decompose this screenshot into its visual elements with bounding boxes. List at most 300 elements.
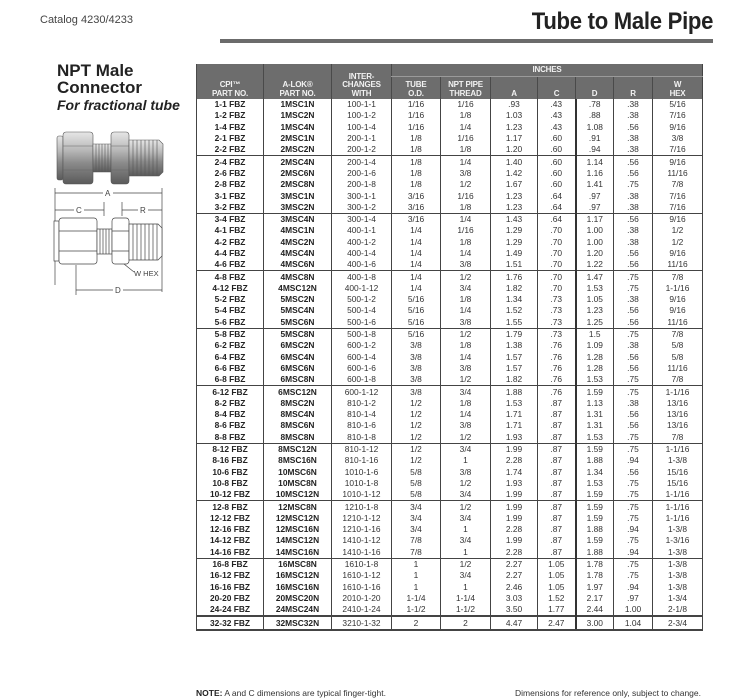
cell-inter: 1410-1-12: [332, 535, 392, 546]
cell-inter: 100-1-4: [332, 122, 392, 133]
cell-w: 7/16: [653, 202, 703, 214]
cell-c: .70: [538, 237, 576, 248]
cell-cpi: 12-16 FBZ: [197, 524, 264, 535]
cell-cpi: 1-4 FBZ: [197, 122, 264, 133]
cell-inter: 400-1-4: [332, 248, 392, 259]
cell-alok: 4MSC6N: [264, 259, 332, 271]
cell-r: .56: [614, 259, 653, 271]
cell-a: 3.03: [491, 593, 538, 604]
cell-npt: 1: [441, 547, 491, 559]
cell-npt: 3/8: [441, 317, 491, 329]
cell-cpi: 1-1 FBZ: [197, 99, 264, 110]
cell-d: 1.78: [576, 558, 614, 570]
cell-inter: 1010-1-12: [332, 489, 392, 501]
cell-inter: 1210-1-8: [332, 501, 392, 513]
cell-d: 1.78: [576, 570, 614, 581]
column-header-text: PART NO.: [279, 88, 316, 98]
cell-r: .75: [614, 478, 653, 489]
cell-npt: 1/8: [441, 110, 491, 121]
cell-a: 1.99: [491, 489, 538, 501]
cell-inter: 400-1-1: [332, 225, 392, 236]
cell-npt: 1/8: [441, 294, 491, 305]
cell-cpi: 10-8 FBZ: [197, 478, 264, 489]
column-header-alok: [264, 64, 332, 99]
column-header-a: [491, 77, 538, 100]
cell-inter: 500-1-2: [332, 294, 392, 305]
column-header-cpi: [197, 64, 264, 99]
product-title-line2: Connector: [57, 78, 142, 97]
cell-alok: 14MSC16N: [264, 547, 332, 559]
cell-w: 1-3/4: [653, 593, 703, 604]
cell-r: .38: [614, 110, 653, 121]
cell-tube: 3/8: [392, 374, 441, 386]
cell-r: .97: [614, 593, 653, 604]
cell-alok: 3MSC2N: [264, 202, 332, 214]
cell-tube: 1/16: [392, 99, 441, 110]
cell-d: 1.5: [576, 328, 614, 340]
column-header-text: PART NO.: [211, 88, 249, 98]
cell-w: 7/16: [653, 144, 703, 156]
cell-cpi: 8-6 FBZ: [197, 420, 264, 431]
cell-w: 5/8: [653, 352, 703, 363]
cell-tube: 3/8: [392, 340, 441, 351]
table-row: [197, 352, 703, 363]
cell-cpi: 12-8 FBZ: [197, 501, 264, 513]
column-header-w: [653, 77, 703, 100]
cell-tube: 1/2: [392, 455, 441, 466]
cell-c: .60: [538, 133, 576, 144]
cell-tube: 3/8: [392, 363, 441, 374]
cell-r: .75: [614, 489, 653, 501]
cell-inter: 300-1-4: [332, 213, 392, 225]
cell-a: 2.28: [491, 524, 538, 535]
cell-cpi: 20-20 FBZ: [197, 593, 264, 604]
cell-d: 1.28: [576, 363, 614, 374]
cell-cpi: 2-4 FBZ: [197, 156, 264, 168]
cell-tube: 1/8: [392, 179, 441, 190]
cell-r: .38: [614, 133, 653, 144]
cell-c: .43: [538, 99, 576, 110]
cell-d: 1.88: [576, 524, 614, 535]
table-row: [197, 237, 703, 248]
cell-alok: 10MSC12N: [264, 489, 332, 501]
cell-alok: 2MSC4N: [264, 156, 332, 168]
cell-c: .73: [538, 328, 576, 340]
cell-tube: 1/4: [392, 225, 441, 236]
cell-d: 1.59: [576, 443, 614, 455]
cell-cpi: 1-2 FBZ: [197, 110, 264, 121]
dim-label-d: D: [115, 286, 121, 295]
table-row: [197, 581, 703, 592]
cell-npt: 1/8: [441, 340, 491, 351]
cell-alok: 5MSC6N: [264, 317, 332, 329]
cell-npt: 3/4: [441, 443, 491, 455]
cell-r: .56: [614, 248, 653, 259]
cell-npt: 3/4: [441, 489, 491, 501]
table-row: [197, 489, 703, 501]
cell-r: .75: [614, 374, 653, 386]
cell-r: .38: [614, 237, 653, 248]
cell-inter: 810-1-6: [332, 420, 392, 431]
cell-c: .87: [538, 398, 576, 409]
column-header-npt: [441, 77, 491, 100]
cell-c: .60: [538, 144, 576, 156]
cell-cpi: 5-4 FBZ: [197, 305, 264, 316]
cell-r: .56: [614, 352, 653, 363]
table-row: [197, 328, 703, 340]
cell-d: 1.00: [576, 237, 614, 248]
cell-r: .38: [614, 398, 653, 409]
cell-w: 1-3/8: [653, 570, 703, 581]
footnote: [196, 688, 386, 698]
cell-w: 1-1/16: [653, 386, 703, 398]
cell-alok: 5MSC4N: [264, 305, 332, 316]
cell-npt: 1/4: [441, 122, 491, 133]
cell-npt: 1/4: [441, 305, 491, 316]
cell-a: 1.29: [491, 225, 538, 236]
table-row: [197, 398, 703, 409]
cell-a: 3.50: [491, 604, 538, 616]
cell-inter: 1610-1-16: [332, 581, 392, 592]
cell-a: 1.51: [491, 259, 538, 271]
cell-d: .94: [576, 144, 614, 156]
cell-d: 1.28: [576, 352, 614, 363]
cell-alok: 8MSC16N: [264, 455, 332, 466]
cell-inter: 600-1-4: [332, 352, 392, 363]
cell-w: 15/16: [653, 467, 703, 478]
cell-inter: 500-1-6: [332, 317, 392, 329]
table-row: [197, 501, 703, 513]
cell-npt: 3/8: [441, 420, 491, 431]
cell-alok: 24MSC24N: [264, 604, 332, 616]
cell-cpi: 2-8 FBZ: [197, 179, 264, 190]
cell-w: 7/8: [653, 271, 703, 283]
cell-w: 9/16: [653, 122, 703, 133]
table-row: [197, 524, 703, 535]
cell-inter: 1010-1-8: [332, 478, 392, 489]
cell-d: 1.53: [576, 478, 614, 489]
cell-tube: 1-1/4: [392, 593, 441, 604]
cell-d: .88: [576, 110, 614, 121]
cell-r: 1.04: [614, 616, 653, 629]
table-row: [197, 547, 703, 559]
cell-npt: 1/2: [441, 432, 491, 444]
cell-d: .91: [576, 133, 614, 144]
cell-r: .75: [614, 570, 653, 581]
cell-npt: 1/4: [441, 213, 491, 225]
cell-c: 1.05: [538, 570, 576, 581]
cell-cpi: 24-24 FBZ: [197, 604, 264, 616]
cell-npt: 3/4: [441, 535, 491, 546]
cell-inter: 1610-1-12: [332, 570, 392, 581]
cell-w: 2-3/4: [653, 616, 703, 629]
cell-d: .97: [576, 202, 614, 214]
cell-inter: 400-1-6: [332, 259, 392, 271]
table-row: [197, 340, 703, 351]
cell-tube: 5/8: [392, 478, 441, 489]
cell-c: .73: [538, 294, 576, 305]
cell-tube: 1/4: [392, 271, 441, 283]
cell-inter: 300-1-1: [332, 190, 392, 201]
table-row: [197, 604, 703, 616]
cell-r: .75: [614, 283, 653, 294]
cell-tube: 5/8: [392, 467, 441, 478]
cell-c: .70: [538, 248, 576, 259]
cell-a: 1.99: [491, 513, 538, 524]
cell-d: 1.22: [576, 259, 614, 271]
table-row: [197, 386, 703, 398]
cell-r: .75: [614, 271, 653, 283]
cell-r: .38: [614, 202, 653, 214]
catalog-number: Catalog 4230/4233: [40, 14, 133, 26]
cell-r: 1.00: [614, 604, 653, 616]
table-row: [197, 305, 703, 316]
dimension-drawing: [52, 180, 202, 305]
cell-cpi: 14-12 FBZ: [197, 535, 264, 546]
cell-tube: 1/2: [392, 432, 441, 444]
cell-r: .38: [614, 225, 653, 236]
cell-cpi: 4-2 FBZ: [197, 237, 264, 248]
cell-w: 11/16: [653, 363, 703, 374]
cell-inter: 810-1-16: [332, 455, 392, 466]
cell-a: 2.28: [491, 547, 538, 559]
table-row: [197, 248, 703, 259]
cell-npt: 1/8: [441, 237, 491, 248]
cell-inter: 810-1-8: [332, 432, 392, 444]
cell-c: .76: [538, 374, 576, 386]
cell-w: 1-1/16: [653, 443, 703, 455]
column-header-text: TUBE: [405, 80, 427, 89]
cell-a: 1.23: [491, 190, 538, 201]
cell-npt: 3/4: [441, 570, 491, 581]
cell-tube: 3/4: [392, 501, 441, 513]
cell-r: .56: [614, 363, 653, 374]
cell-alok: 16MSC12N: [264, 570, 332, 581]
cell-tube: 3/4: [392, 513, 441, 524]
product-title: [57, 62, 142, 96]
cell-w: 2-1/8: [653, 604, 703, 616]
cell-c: 1.05: [538, 558, 576, 570]
cell-w: 1/2: [653, 237, 703, 248]
cell-w: 1-3/8: [653, 558, 703, 570]
cell-a: 1.93: [491, 478, 538, 489]
cell-d: 1.59: [576, 501, 614, 513]
table-row: [197, 156, 703, 168]
cell-w: 1-1/16: [653, 283, 703, 294]
cell-d: 1.88: [576, 547, 614, 559]
dim-label-c: C: [76, 206, 82, 215]
cell-w: 15/16: [653, 478, 703, 489]
cell-r: .38: [614, 190, 653, 201]
cell-alok: 4MSC12N: [264, 283, 332, 294]
cell-a: 1.76: [491, 271, 538, 283]
cell-alok: 10MSC6N: [264, 467, 332, 478]
cell-npt: 1/2: [441, 374, 491, 386]
cell-a: 1.67: [491, 179, 538, 190]
table-row: [197, 213, 703, 225]
cell-tube: 1/4: [392, 248, 441, 259]
cell-c: .70: [538, 283, 576, 294]
cell-d: 1.20: [576, 248, 614, 259]
cell-a: 1.40: [491, 156, 538, 168]
cell-npt: 1/2: [441, 558, 491, 570]
cell-c: .87: [538, 513, 576, 524]
column-header-text: A-LOK®: [282, 80, 313, 89]
cell-alok: 2MSC8N: [264, 179, 332, 190]
column-header-text: W: [673, 80, 682, 89]
cell-alok: 1MSC1N: [264, 99, 332, 110]
column-header-inter: [332, 64, 392, 99]
cell-w: 3/8: [653, 133, 703, 144]
cell-npt: 1/16: [441, 99, 491, 110]
note-label: NOTE:: [196, 688, 223, 698]
cell-alok: 5MSC8N: [264, 328, 332, 340]
table-row: [197, 455, 703, 466]
table-row: [197, 259, 703, 271]
cell-tube: 5/16: [392, 328, 441, 340]
cell-c: .87: [538, 455, 576, 466]
cell-inter: 100-1-1: [332, 99, 392, 110]
cell-r: .75: [614, 179, 653, 190]
cell-npt: 1/8: [441, 144, 491, 156]
cell-cpi: 2-1 FBZ: [197, 133, 264, 144]
cell-tube: 1: [392, 581, 441, 592]
cell-a: .93: [491, 99, 538, 110]
cell-d: .97: [576, 190, 614, 201]
cell-r: .75: [614, 328, 653, 340]
cell-alok: 3MSC1N: [264, 190, 332, 201]
cell-d: 1.09: [576, 340, 614, 351]
cell-inter: 400-1-12: [332, 283, 392, 294]
disclaimer: Dimensions for reference only, subject to change.: [515, 688, 701, 698]
cell-tube: 3/16: [392, 202, 441, 214]
cell-r: .75: [614, 501, 653, 513]
cell-inter: 300-1-2: [332, 202, 392, 214]
cell-w: 1-3/16: [653, 535, 703, 546]
cell-r: .38: [614, 99, 653, 110]
cell-alok: 6MSC4N: [264, 352, 332, 363]
table-row: [197, 420, 703, 431]
dim-label-a: A: [105, 189, 111, 198]
cell-tube: 7/8: [392, 535, 441, 546]
table-row: [197, 593, 703, 604]
cell-npt: 1/2: [441, 179, 491, 190]
cell-alok: 8MSC12N: [264, 443, 332, 455]
cell-r: .56: [614, 420, 653, 431]
cell-alok: 32MSC32N: [264, 616, 332, 629]
cell-d: 1.31: [576, 409, 614, 420]
cell-inter: 500-1-4: [332, 305, 392, 316]
cell-r: .38: [614, 294, 653, 305]
cell-c: .60: [538, 168, 576, 179]
table-row: [197, 409, 703, 420]
column-header-text: INTER-: [348, 71, 375, 81]
cell-alok: 12MSC12N: [264, 513, 332, 524]
cell-alok: 10MSC8N: [264, 478, 332, 489]
cell-npt: 1: [441, 524, 491, 535]
cell-w: 9/16: [653, 156, 703, 168]
title-rule: [220, 39, 713, 43]
cell-inter: 600-1-6: [332, 363, 392, 374]
cell-npt: 3/8: [441, 467, 491, 478]
cell-a: 2.28: [491, 455, 538, 466]
column-header-text: CHANGES: [342, 80, 381, 89]
cell-a: 4.47: [491, 616, 538, 629]
cell-d: 3.00: [576, 616, 614, 629]
cell-cpi: 4-6 FBZ: [197, 259, 264, 271]
cell-w: 1-1/16: [653, 501, 703, 513]
column-header-text: NPT PIPE: [448, 80, 483, 89]
cell-tube: 1: [392, 570, 441, 581]
cell-alok: 1MSC4N: [264, 122, 332, 133]
cell-w: 13/16: [653, 409, 703, 420]
table-row: [197, 374, 703, 386]
cell-tube: 1/16: [392, 110, 441, 121]
cell-alok: 6MSC12N: [264, 386, 332, 398]
cell-w: 11/16: [653, 259, 703, 271]
cell-tube: 1: [392, 558, 441, 570]
cell-npt: 1/8: [441, 398, 491, 409]
cell-inter: 200-1-1: [332, 133, 392, 144]
cell-cpi: 10-12 FBZ: [197, 489, 264, 501]
cell-alok: 8MSC8N: [264, 432, 332, 444]
cell-c: .87: [538, 524, 576, 535]
table-row: [197, 467, 703, 478]
table-row: [197, 443, 703, 455]
cell-c: .64: [538, 213, 576, 225]
cell-npt: 1/16: [441, 190, 491, 201]
cell-alok: 12MSC16N: [264, 524, 332, 535]
cell-r: .75: [614, 443, 653, 455]
column-header-text: CPI™: [219, 80, 241, 89]
cell-tube: 1/8: [392, 156, 441, 168]
cell-cpi: 3-1 FBZ: [197, 190, 264, 201]
cell-w: 5/16: [653, 99, 703, 110]
cell-cpi: 6-6 FBZ: [197, 363, 264, 374]
cell-npt: 1/4: [441, 156, 491, 168]
cell-cpi: 16-8 FBZ: [197, 558, 264, 570]
dim-label-r: R: [140, 206, 146, 215]
column-header-text: C: [553, 88, 560, 98]
cell-cpi: 16-12 FBZ: [197, 570, 264, 581]
cell-c: .87: [538, 547, 576, 559]
table-row: [197, 432, 703, 444]
cell-c: .76: [538, 340, 576, 351]
cell-alok: 4MSC4N: [264, 248, 332, 259]
dim-label-w-hex: W HEX: [134, 269, 159, 278]
cell-cpi: 10-6 FBZ: [197, 467, 264, 478]
cell-c: 1.05: [538, 581, 576, 592]
column-header-c: [538, 77, 576, 100]
cell-tube: 1/4: [392, 259, 441, 271]
cell-tube: 1/2: [392, 409, 441, 420]
cell-r: .94: [614, 547, 653, 559]
cell-w: 7/16: [653, 190, 703, 201]
cell-d: 1.59: [576, 489, 614, 501]
cell-cpi: 16-16 FBZ: [197, 581, 264, 592]
cell-npt: 1/16: [441, 133, 491, 144]
cell-tube: 1/16: [392, 122, 441, 133]
cell-npt: 1: [441, 455, 491, 466]
page-title: Tube to Male Pipe: [531, 8, 713, 35]
cell-c: .87: [538, 489, 576, 501]
cell-alok: 8MSC4N: [264, 409, 332, 420]
cell-inter: 1210-1-16: [332, 524, 392, 535]
cell-inter: 1010-1-6: [332, 467, 392, 478]
cell-npt: 1/8: [441, 202, 491, 214]
column-header-r: [614, 77, 653, 100]
cell-c: .76: [538, 363, 576, 374]
